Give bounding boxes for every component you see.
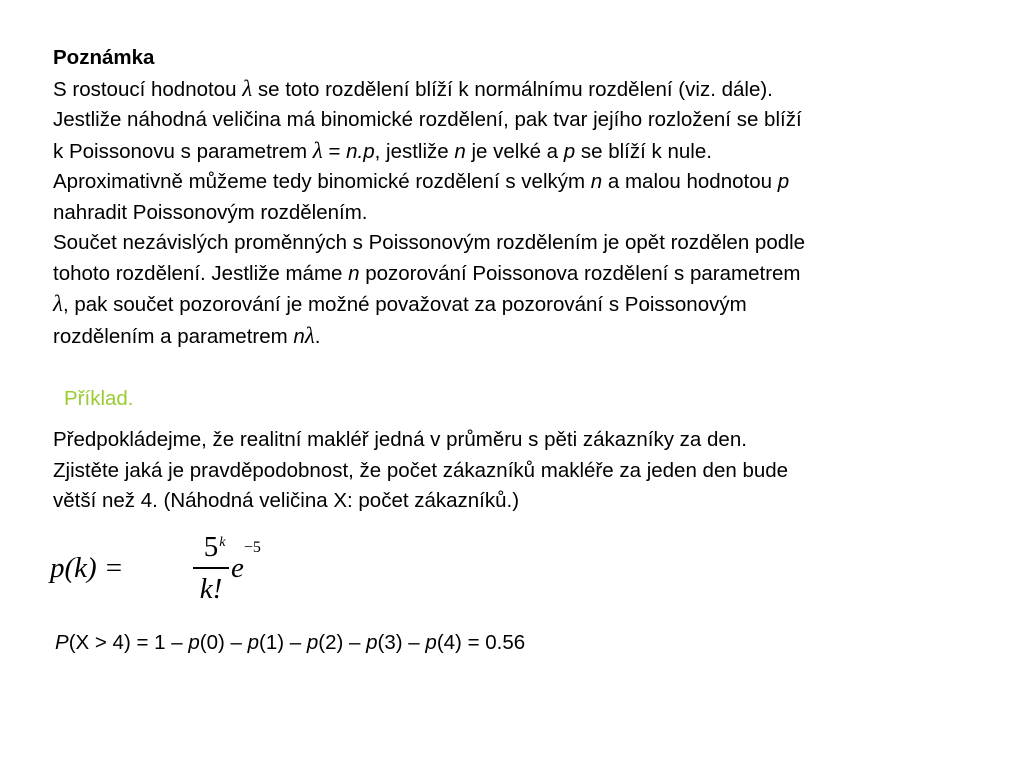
note-text: se toto rozdělení blíží k normálnímu rozdělení (viz. dále). [252, 77, 773, 101]
euler-e: e [231, 552, 244, 584]
note-math: n [454, 139, 466, 163]
lambda-symbol: λ [53, 291, 63, 316]
note-text: . [314, 324, 321, 348]
formula-exponential [231, 539, 261, 585]
note-text: a malou hodnotou [602, 170, 778, 193]
result-text: (2) – [318, 631, 367, 654]
problem-line-1: Předpokládejme, že realitní makléř jedná v průměru s pěti zákazníky za den. [53, 428, 747, 451]
note-line-3 [53, 136, 1003, 168]
note-line-5: nahradit Poissonovým rozdělením. [53, 200, 368, 224]
lambda-symbol: λ [242, 75, 253, 101]
note-math: n [590, 170, 603, 193]
result-math: p [425, 631, 437, 654]
result-math: P [55, 631, 69, 654]
note-line-9 [53, 321, 1003, 353]
result-text: (4) = 0.56 [436, 631, 526, 654]
note-text: Aproximativně můžeme tedy binomické rozdělení s velkým [53, 170, 591, 193]
e-exponent: −5 [243, 539, 261, 557]
note-line-7 [53, 259, 1003, 290]
note-math: n [293, 324, 305, 348]
result-math: p [247, 631, 260, 654]
note-text: , pak součet pozorování je možné považovat za pozorování s Poissonovým [62, 293, 747, 316]
result-text: (3) – [377, 631, 426, 654]
formula-denominator: k! [199, 572, 223, 605]
fraction-bar [193, 567, 229, 569]
note-text: se blíží k nule. [575, 139, 712, 163]
formula-fraction [193, 530, 229, 606]
note-math: n.p [346, 139, 375, 163]
result-equation [55, 628, 525, 658]
lambda-symbol: λ [312, 137, 323, 163]
result-math: p [188, 631, 200, 654]
note-text: rozdělením a parametrem [53, 324, 294, 348]
result-math: p [306, 631, 319, 654]
formula-lhs: p(k) = [50, 552, 124, 584]
note-text: pozorování Poissonova rozdělení s parametrem [359, 261, 801, 285]
numerator-exponent: k [219, 535, 226, 550]
note-heading: Poznámka [53, 46, 155, 69]
note-text: , jestliže [374, 139, 455, 163]
example-heading: Příklad. [64, 387, 134, 410]
example-problem [53, 425, 1003, 517]
note-text: tohoto rozdělení. Jestliže máme [53, 261, 349, 285]
note-math: p [777, 170, 790, 193]
poisson-formula [50, 530, 261, 610]
note-text: k Poissonovu s parametrem [53, 139, 313, 163]
note-line-1 [53, 74, 1003, 106]
note-math: p [563, 139, 576, 163]
note-math: n [348, 261, 360, 285]
result-text: (1) – [259, 631, 307, 654]
problem-line-3: větší než 4. (Náhodná veličina X: počet zákazníků.) [53, 489, 520, 512]
note-line-6: Součet nezávislých proměnných s Poissonovým rozdělením je opět rozdělen podle [53, 231, 806, 254]
numerator-base: 5 [203, 531, 219, 563]
note-text: S rostoucí hodnotou [53, 77, 243, 101]
note-text: je velké a [465, 139, 564, 163]
note-line-8 [53, 289, 1003, 321]
result-text: (0) – [199, 631, 248, 654]
result-math: p [366, 631, 378, 654]
result-text: (X > 4) = 1 – [68, 631, 189, 654]
formula-numerator [193, 530, 229, 564]
lambda-symbol: λ [304, 322, 315, 348]
note-line-4 [53, 167, 1003, 198]
note-section [53, 43, 1003, 352]
note-text: = [322, 139, 347, 163]
problem-line-2: Zjistěte jaká je pravděpodobnost, že počet zákazníků makléře za jeden den bude [53, 458, 789, 482]
note-line-2: Jestliže náhodná veličina má binomické rozdělení, pak tvar jejího rozložení se blíží [53, 108, 802, 131]
